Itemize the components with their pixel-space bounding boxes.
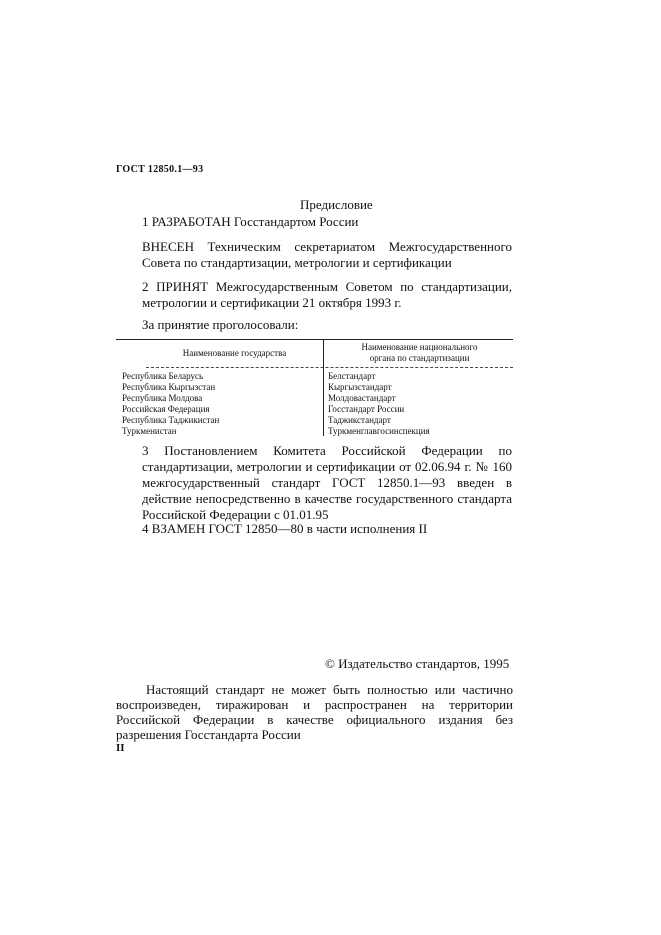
table-header-state: Наименование государства (182, 348, 287, 358)
copyright: © Издательство стандартов, 1995 (325, 656, 510, 671)
page-number: II (116, 742, 125, 754)
item-1-submitted: ВНЕСЕН Техническим секретариатом Межгосударственного Совета по стандартизации, метрологии и сертификации (142, 239, 512, 270)
table-cell-body: Таджикстандарт (328, 415, 391, 425)
reproduction-notice: Настоящий стандарт не может быть полностью или частично воспроизведен, тиражирован и распространен на территории Российской Федерации в качестве официального издания без разрешения Госстандарта России (116, 682, 513, 742)
item-3-resolution: 3 Постановлением Комитета Российской Федерации по стандартизации, метрологии и сертификации от 02.06.94 г. № 160 межгосударственный стандарт ГОСТ 12850.1—93 введен в действие непосредственно в качестве государственного стандарта Российской Федерации с 01.01.95 (142, 443, 512, 522)
table-cell-body: Кыргызстандарт (328, 382, 392, 392)
table-header-body-line1: Наименование национального (361, 342, 478, 352)
table-header-body-line2: органа по стандартизации (369, 353, 470, 363)
table-cell-body: Туркменглавгосинспекция (328, 426, 430, 436)
table-cell-body: Госстандарт России (328, 404, 405, 414)
table-body-column (328, 371, 430, 437)
table-cell-state: Туркменистан (122, 426, 177, 436)
item-4-replaces: 4 ВЗАМЕН ГОСТ 12850—80 в части исполнения II (142, 521, 428, 536)
document-code: ГОСТ 12850.1—93 (116, 164, 204, 175)
table-column-separator (323, 339, 324, 436)
table-cell-body: Молдовастандарт (328, 393, 396, 403)
table-cell-body: Белстандарт (328, 371, 376, 381)
table-cell-state: Республика Таджикистан (122, 415, 220, 425)
table-cell-state: Республика Кыргызстан (122, 382, 216, 392)
table-cell-state: Российская Федерация (122, 404, 210, 414)
table-header-body (326, 342, 513, 364)
item-2-adopted: 2 ПРИНЯТ Межгосударственным Советом по стандартизации, метрологии и сертификации 21 октября 1993 г. (142, 279, 512, 310)
item-1-developed: 1 РАЗРАБОТАН Госстандартом России (142, 214, 359, 229)
table-header-rule (146, 367, 513, 368)
table-cell-state: Республика Беларусь (122, 371, 204, 381)
voted-label: За принятие проголосовали: (142, 317, 299, 332)
table-state-column (122, 371, 219, 437)
preface-title: Предисловие (300, 197, 373, 212)
table-top-rule (116, 339, 513, 340)
table-cell-state: Республика Молдова (122, 393, 203, 403)
